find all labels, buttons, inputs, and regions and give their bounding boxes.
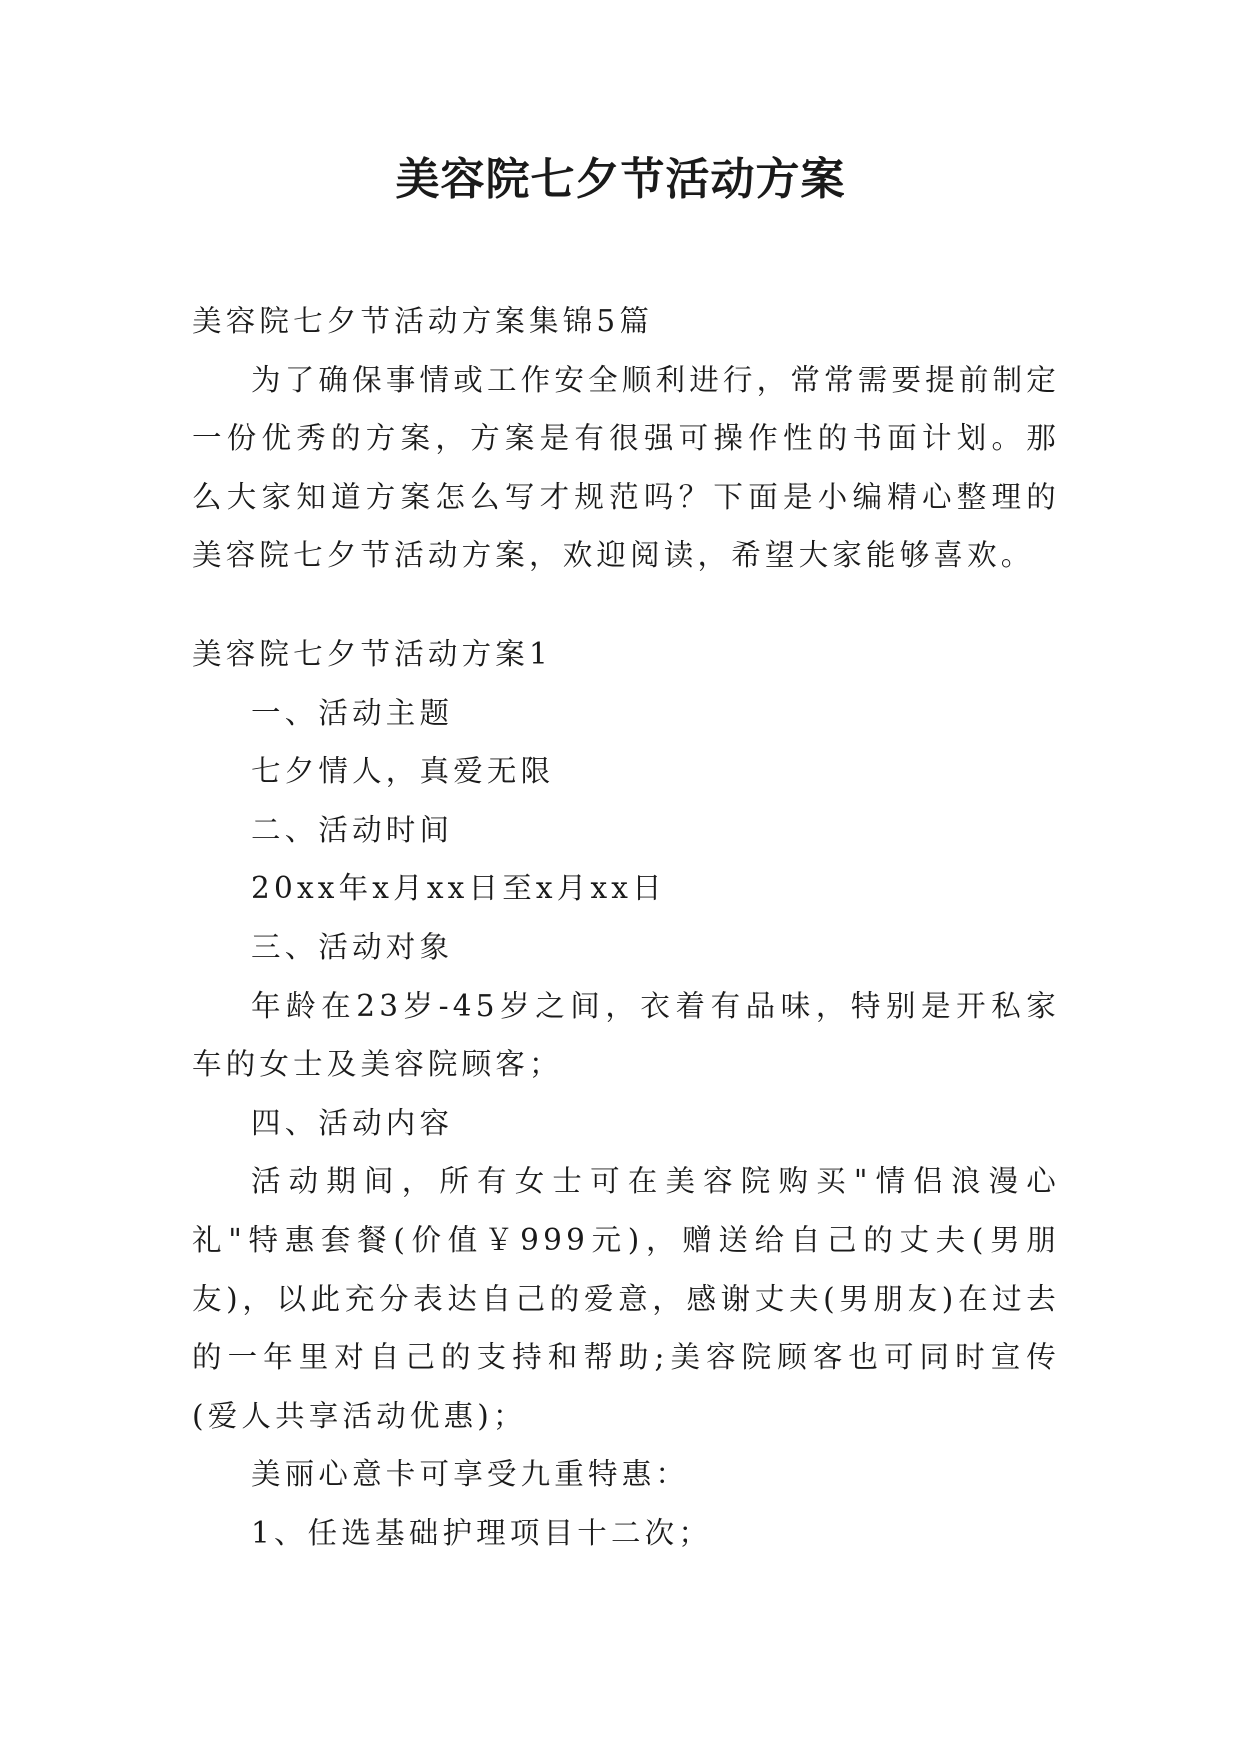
- section-heading-plan-1: 美容院七夕节活动方案1: [192, 636, 552, 671]
- offer-item-1: 1、任选基础护理项目十二次；: [251, 1515, 713, 1550]
- document-body: [192, 292, 1060, 1562]
- activity-time-text: 20xx年x月xx日至x月xx日: [251, 871, 666, 906]
- heading-activity-content: 四、活动内容: [251, 1105, 454, 1140]
- heading-activity-time: 二、活动时间: [251, 812, 454, 847]
- section-spacer: [192, 585, 1060, 625]
- heading-activity-theme: 一、活动主题: [251, 695, 454, 730]
- card-offers-intro: 美丽心意卡可享受九重特惠：: [251, 1457, 690, 1492]
- collection-subtitle: 美容院七夕节活动方案集锦5篇: [192, 304, 654, 338]
- document-title: 美容院七夕节活动方案: [395, 154, 846, 205]
- intro-paragraph: 为了确保事情或工作安全顺利进行，常常需要提前制定一份优秀的方案，方案是有很强可操作性的书面计划。那么大家知道方案怎么写才规范吗？下面是小编精心整理的美容院七夕节活动方案，欢迎阅读，希望大家能够喜欢。: [192, 362, 1060, 573]
- heading-activity-audience: 三、活动对象: [251, 929, 454, 964]
- activity-audience-text: 年龄在23岁-45岁之间，衣着有品味，特别是开私家车的女士及美容院顾客；: [192, 988, 1060, 1082]
- activity-theme-text: 七夕情人，真爱无限: [251, 754, 555, 789]
- activity-content-text: 活动期间，所有女士可在美容院购买"情侣浪漫心礼"特惠套餐(价值￥999元)，赠送给自己的丈夫(男朋友)，以此充分表达自己的爱意，感谢丈夫(男朋友)在过去的一年里对自己的支持和帮助;美容院顾客也可同时宣传(爱人共享活动优惠)；: [192, 1164, 1060, 1433]
